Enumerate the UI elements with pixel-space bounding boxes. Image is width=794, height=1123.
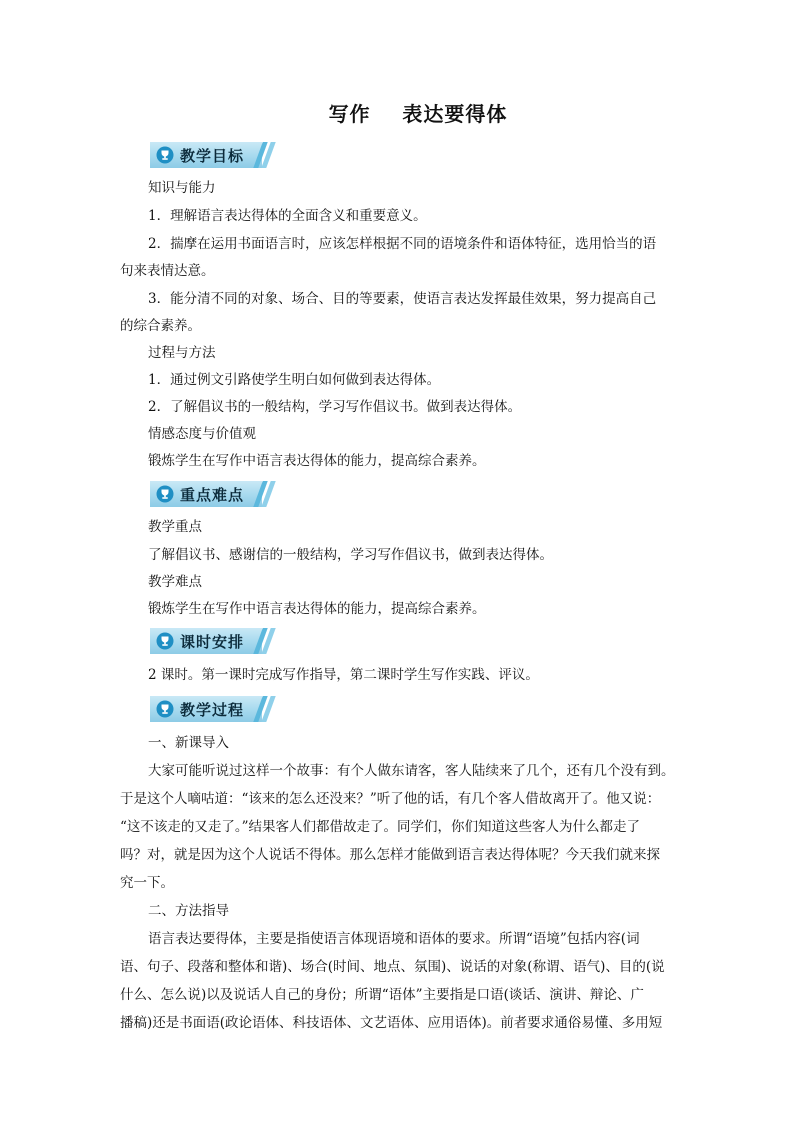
paragraph-line: “这不该走的又走了。”结果客人们都借故走了。同学们，你们知道这些客人为什么都走了 bbox=[120, 819, 641, 835]
trophy-icon bbox=[156, 485, 174, 503]
paragraph-line: 播稿)还是书面语(政论语体、科技语体、文艺语体、应用语体)。前者要求通俗易懂、多用短 bbox=[120, 1015, 663, 1031]
paragraph-line: 语言表达要得体，主要是指使语言体现语境和语体的要求。所谓“语境”包括内容(词 bbox=[148, 931, 640, 947]
paragraph-line: 于是这个人嘀咕道：“该来的怎么还没来？”听了他的话，有几个客人借故离开了。他又说： bbox=[120, 791, 661, 807]
paragraph-line: 什么、怎么说)以及说话人自己的身份；所谓“语体”主要指是口语(谈话、演讲、辩论、广 bbox=[120, 987, 644, 1003]
paragraph-line: 2．揣摩在运用书面语言时，应该怎样根据不同的语境条件和语体特征，选用恰当的语 bbox=[148, 236, 657, 252]
trophy-icon bbox=[156, 146, 174, 164]
paragraph-line: 1．通过例文引路使学生明白如何做到表达得体。 bbox=[148, 372, 441, 388]
section-label: 课时安排 bbox=[180, 633, 245, 651]
section-header-schedule bbox=[150, 628, 274, 654]
section-header-goals bbox=[150, 142, 274, 168]
subheading: 二、方法指导 bbox=[148, 903, 229, 919]
section-label: 教学目标 bbox=[180, 147, 245, 165]
paragraph-line: 2．了解倡议书的一般结构，学习写作倡议书。做到表达得体。 bbox=[148, 399, 522, 415]
subheading: 教学重点 bbox=[148, 519, 202, 535]
section-label: 重点难点 bbox=[180, 486, 245, 504]
trophy-icon bbox=[156, 632, 174, 650]
subheading: 过程与方法 bbox=[148, 345, 216, 361]
subheading: 情感态度与价值观 bbox=[148, 426, 256, 442]
paragraph-line: 究一下。 bbox=[120, 875, 174, 891]
paragraph-line: 句来表情达意。 bbox=[120, 263, 215, 279]
paragraph-line: 3．能分清不同的对象、场合、目的等要素，使语言表达发挥最佳效果，努力提高自己 bbox=[148, 291, 657, 307]
paragraph-line: 1．理解语言表达得体的全面含义和重要意义。 bbox=[148, 208, 427, 224]
paragraph-line: 2 课时。第一课时完成写作指导，第二课时学生写作实践、评议。 bbox=[148, 667, 539, 683]
paragraph-line: 的综合素养。 bbox=[120, 318, 201, 334]
paragraph-line: 大家可能听说过这样一个故事：有个人做东请客，客人陆续来了几个，还有几个没有到。 bbox=[148, 763, 675, 779]
subheading: 知识与能力 bbox=[148, 180, 216, 196]
section-header-process bbox=[150, 696, 274, 722]
subheading: 一、新课导入 bbox=[148, 735, 229, 751]
trophy-icon bbox=[156, 700, 174, 718]
paragraph-line: 锻炼学生在写作中语言表达得体的能力，提高综合素养。 bbox=[148, 601, 486, 617]
page-title: 写作 表达要得体 bbox=[328, 102, 508, 126]
section-label: 教学过程 bbox=[180, 701, 245, 719]
paragraph-line: 了解倡议书、感谢信的一般结构，学习写作倡议书，做到表达得体。 bbox=[148, 547, 553, 563]
paragraph-line: 语、句子、段落和整体和谐)、场合(时间、地点、氛围)、说话的对象(称谓、语气)、目的(说 bbox=[120, 959, 665, 975]
paragraph-line: 吗？对，就是因为这个人说话不得体。那么怎样才能做到语言表达得体呢？今天我们就来探 bbox=[120, 847, 660, 863]
subheading: 教学难点 bbox=[148, 574, 202, 590]
section-header-key-points bbox=[150, 481, 274, 507]
paragraph-line: 锻炼学生在写作中语言表达得体的能力，提高综合素养。 bbox=[148, 453, 486, 469]
